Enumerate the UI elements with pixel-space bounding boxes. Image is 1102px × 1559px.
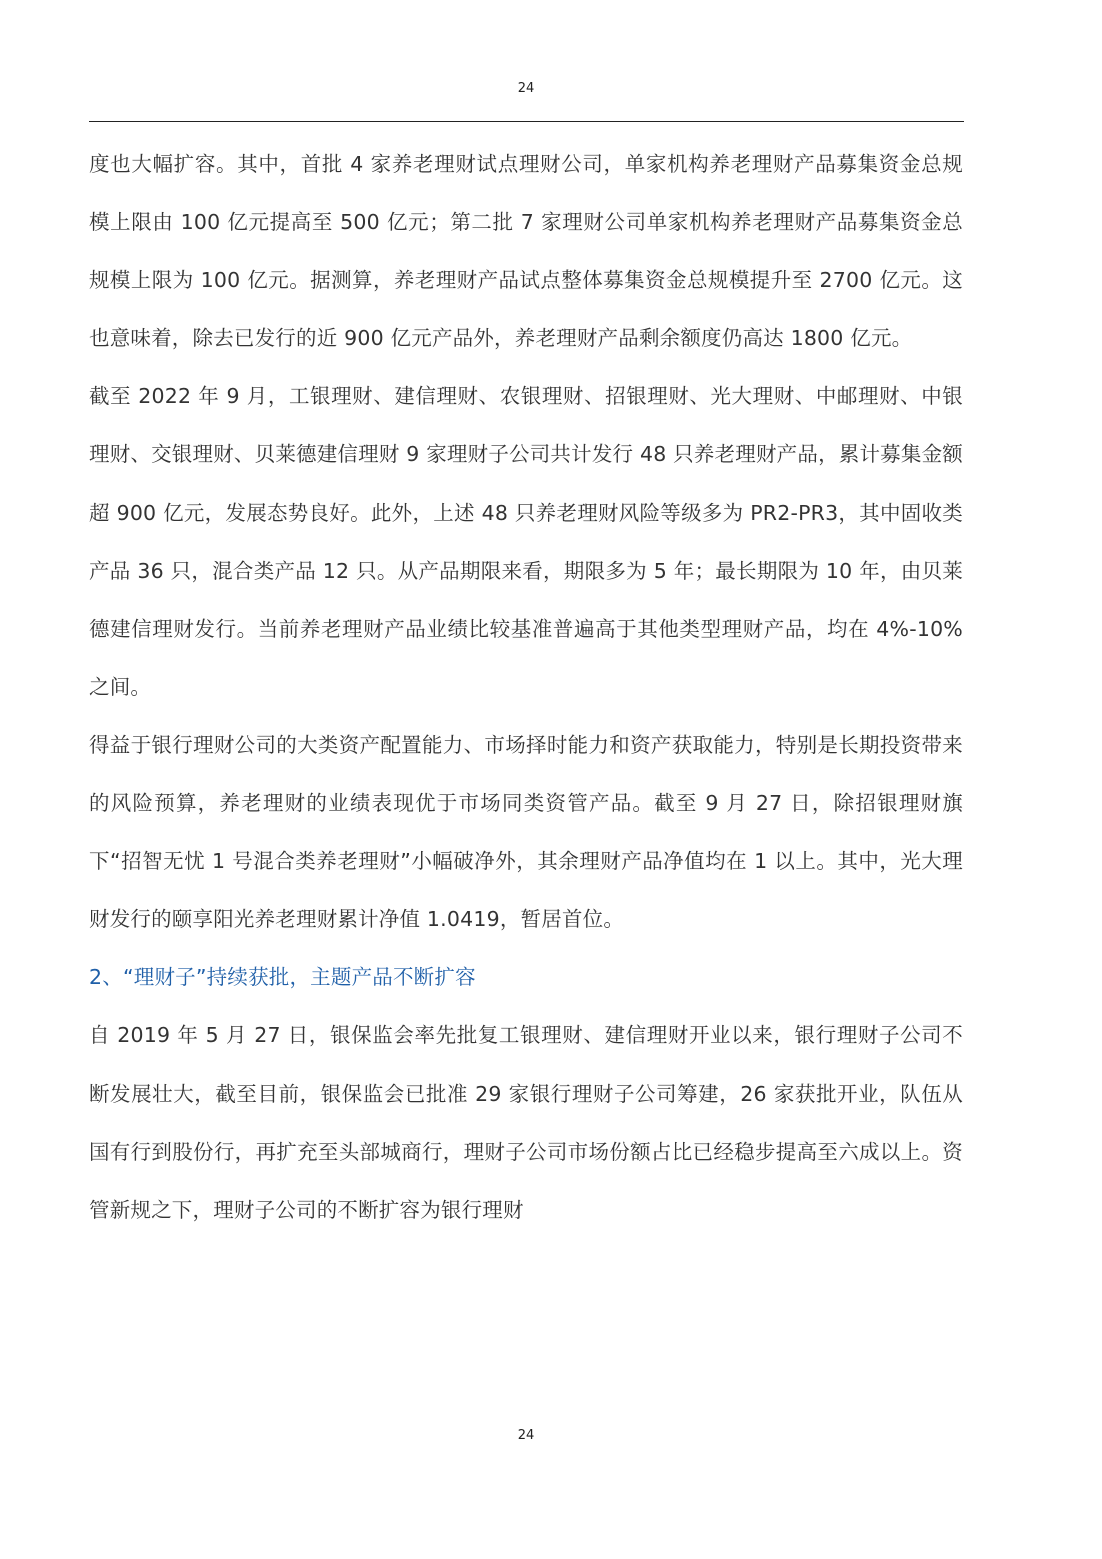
paragraph-pension-quota: 度也大幅扩容。其中，首批 4 家养老理财试点理财公司，单家机构养老理财产品募集资金总规模上限由 100 亿元提高至 500 亿元；第二批 7 家理财公司单家机构养老理财产品募集资金总规模上限为 100 亿元。据测算，养老理财产品试点整体募集资金总规模提升至 2700 亿元。这也意味着，除去已发行的近 900 亿元产品外，养老理财产品剩余额度仍高达 1800 亿元。 [89,152,963,351]
header-divider [89,121,964,122]
paragraph-wealth-subsidiaries: 自 2019 年 5 月 27 日，银保监会率先批复工银理财、建信理财开业以来，银行理财子公司不断发展壮大，截至目前，银保监会已批准 29 家银行理财子公司筹建，26 家获批开业，队伍从国有行到股份行，再扩充至头部城商行，理财子公司市场份额占比已经稳步提高至六成以上。资管新规之下，理财子公司的不断扩容为银行理财 [89,1023,963,1222]
header-page-number: 24 [517,81,535,96]
section-heading: 2、“理财子”持续获批，主题产品不断扩容 [89,965,476,990]
paragraph-pension-performance: 得益于银行理财公司的大类资产配置能力、市场择时能力和资产获取能力，特别是长期投资带来的风险预算，养老理财的业绩表现优于市场同类资管产品。截至 9 月 27 日，除招银理财旗下“招智无忧 1 号混合类养老理财”小幅破净外，其余理财产品净值均在 1 以上。其中，光大理财发行的颐享阳光养老理财累计净值 1.0419，暂居首位。 [89,732,963,932]
footer-page-number: 24 [517,1428,535,1443]
document-body [89,135,963,1239]
paragraph-pension-products: 截至 2022 年 9 月，工银理财、建信理财、农银理财、招银理财、光大理财、中邮理财、中银理财、交银理财、贝莱德建信理财 9 家理财子公司共计发行 48 只养老理财产品，累计募集金额超 900 亿元，发展态势良好。此外，上述 48 只养老理财风险等级多为 PR2-PR3，其中固收类产品 36 只，混合类产品 12 只。从产品期限来看，期限多为 5 年；最长期限为 10 年，由贝莱德建信理财发行。当前养老理财产品业绩比较基准普遍高于其他类型理财产品，均在 4%-10%之间。 [89,384,963,699]
